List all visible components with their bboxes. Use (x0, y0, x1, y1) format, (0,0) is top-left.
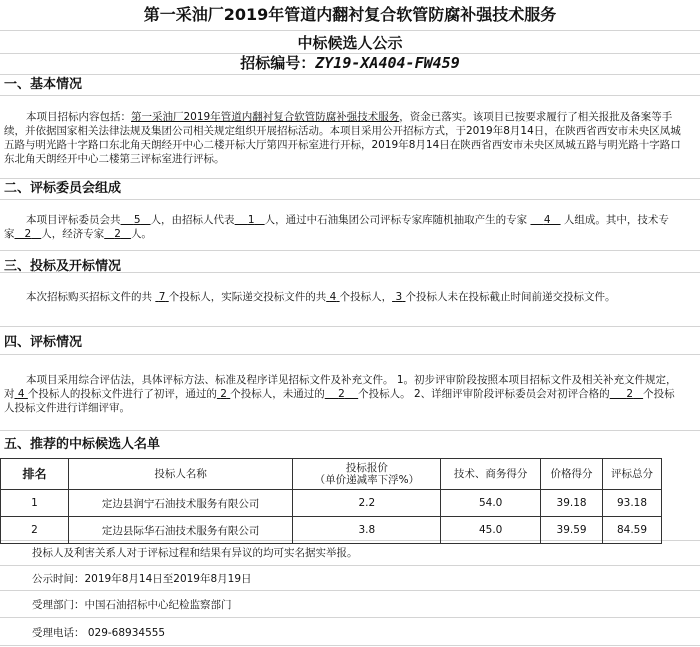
cell-price-score: 39.59 (541, 517, 603, 544)
col-price-score-header: 价格得分 (541, 459, 603, 490)
s4-text: 本项目采用综合评估法，具体评标方法、标准及程序详见招标文件及补充文件。 1。初步评审阶段按照本项目招标文件及相关补充文件规定，对 (4, 374, 677, 400)
document-subtitle: 中标候选人公示 (297, 34, 403, 52)
cell-total: 84.59 (603, 517, 662, 544)
s4-text: 个投标人。 2、详细评审阶段评标委员会对初评合格的 (358, 388, 610, 400)
s2-text: 人，经济专家 (41, 228, 105, 240)
section-3-heading: 三、投标及开标情况 (4, 259, 122, 274)
cell-rank: 1 (1, 490, 69, 517)
s1-text-a: 本项目招标内容包括： (26, 111, 131, 123)
s2-text: 人，通过中石油集团公司评标专家库随机抽取产生的专家 (264, 214, 528, 226)
section-1-paragraph (4, 110, 684, 166)
committee-total: 5 (133, 214, 141, 226)
late-count: 3 (395, 291, 403, 303)
section-4-paragraph (4, 373, 684, 415)
s2-text: 人。 (130, 228, 152, 240)
passed-count: 2 (220, 388, 227, 400)
s4-text: 个投标人，未通过的 (230, 388, 325, 400)
table-row (1, 490, 662, 517)
cell-total: 93.18 (603, 490, 662, 517)
expert-count: 4 (543, 214, 551, 226)
col-rank-header: 排名 (1, 459, 69, 490)
complaint-phone: 受理电话： 029-68934555 (32, 627, 166, 639)
tech-expert-count: 2 (24, 228, 32, 240)
bid-number-value: ZY19-XA404-FW459 (315, 54, 460, 72)
owner-rep-count: 1 (247, 214, 255, 226)
complaint-notice: 投标人及利害关系人对于评标过程和结果有异议的均可实名据实举报。 (32, 547, 358, 559)
grid-line (0, 354, 700, 355)
publicity-period: 公示时间：2019年8月14日至2019年8月19日 (32, 573, 252, 585)
econ-expert-count: 2 (114, 228, 121, 240)
section-2-paragraph (4, 213, 684, 241)
table-row (1, 517, 662, 544)
cell-name: 定边县润宁石油技术服务有限公司 (68, 490, 293, 517)
grid-line (0, 590, 700, 591)
grid-line (0, 178, 700, 179)
bought-count: 7 (158, 291, 166, 303)
grid-line (0, 74, 700, 75)
cell-tech: 45.0 (441, 517, 541, 544)
s2-text: 人组成。其中，技术专家 (4, 214, 669, 240)
col-name-header: 投标人名称 (68, 459, 293, 490)
qualified-count: 2 (626, 388, 634, 400)
submitted-count: 4 (329, 291, 337, 303)
grid-line (0, 326, 700, 327)
s2-text: 人，由招标人代表 (150, 214, 235, 226)
bid-number-label: 招标编号： (240, 54, 316, 72)
cell-price: 2.2 (293, 490, 441, 517)
s3-text: 个投标人，实际递交投标文件的共 (168, 291, 327, 303)
section-5-heading: 五、推荐的中标候选人名单 (4, 437, 161, 452)
document-title: 第一采油厂2019年管道内翻衬复合软管防腐补强技术服务 (143, 5, 557, 24)
col-tech-header: 技术、商务得分 (441, 459, 541, 490)
grid-line (0, 95, 700, 96)
failed-count: 2 (338, 388, 345, 400)
candidate-table (0, 458, 662, 544)
section-3-paragraph (4, 290, 684, 304)
grid-line (0, 617, 700, 618)
s3-text: 个投标人未在投标截止时间前递交投标文件。 (405, 291, 616, 303)
cell-rank: 2 (1, 517, 69, 544)
grid-line (0, 645, 700, 646)
cell-tech: 54.0 (441, 490, 541, 517)
section-4-heading: 四、评标情况 (4, 335, 83, 350)
cell-price-score: 39.18 (541, 490, 603, 517)
s4-text: 个投标人的投标文件进行了初评，通过的 (27, 388, 217, 400)
col-total-header: 评标总分 (603, 459, 662, 490)
col-price-header: 投标报价 （单价递减率下浮%） (293, 459, 441, 490)
bid-number-line (0, 53, 700, 73)
project-name-link: 第一采油厂2019年管道内翻衬复合软管防腐补强技术服务 (131, 111, 400, 123)
table-header-row (1, 459, 662, 490)
reviewed-count: 4 (17, 388, 25, 400)
s3-text: 个投标人， (339, 291, 393, 303)
s3-text: 本次招标购买招标文件的共 (26, 291, 152, 303)
s4-text: 个投标人投标文件进行详细评审。 (4, 388, 675, 414)
grid-line (0, 199, 700, 200)
grid-line (0, 250, 700, 251)
grid-line (0, 565, 700, 566)
s2-text: 本项目评标委员会共 (26, 214, 121, 226)
cell-name: 定边县际华石油技术服务有限公司 (68, 517, 293, 544)
section-1-heading: 一、基本情况 (4, 77, 83, 92)
section-2-heading: 二、评标委员会组成 (4, 181, 122, 196)
grid-line (0, 430, 700, 431)
accepting-department: 受理部门：中国石油招标中心纪检监察部门 (32, 599, 232, 611)
cell-price: 3.8 (293, 517, 441, 544)
grid-line (0, 30, 700, 31)
s1-text-b: ，资金已落实。该项目已按要求履行了相关报批及备案等手续，并依据国家相关法律法规及集团公司相关规定组织开展招标活动。本项目采用公开招标方式，于2019年8月14日，在陕西省西安市未央区凤城五路与明光路十字路口东北角天朗经开中心二楼开标大厅第四开标室进行开标，2019年8月14日在陕西省西安市未央区凤城五路与明光路十字路口东北角天朗经开中心二楼第三评标室进行评标。 (4, 111, 681, 165)
